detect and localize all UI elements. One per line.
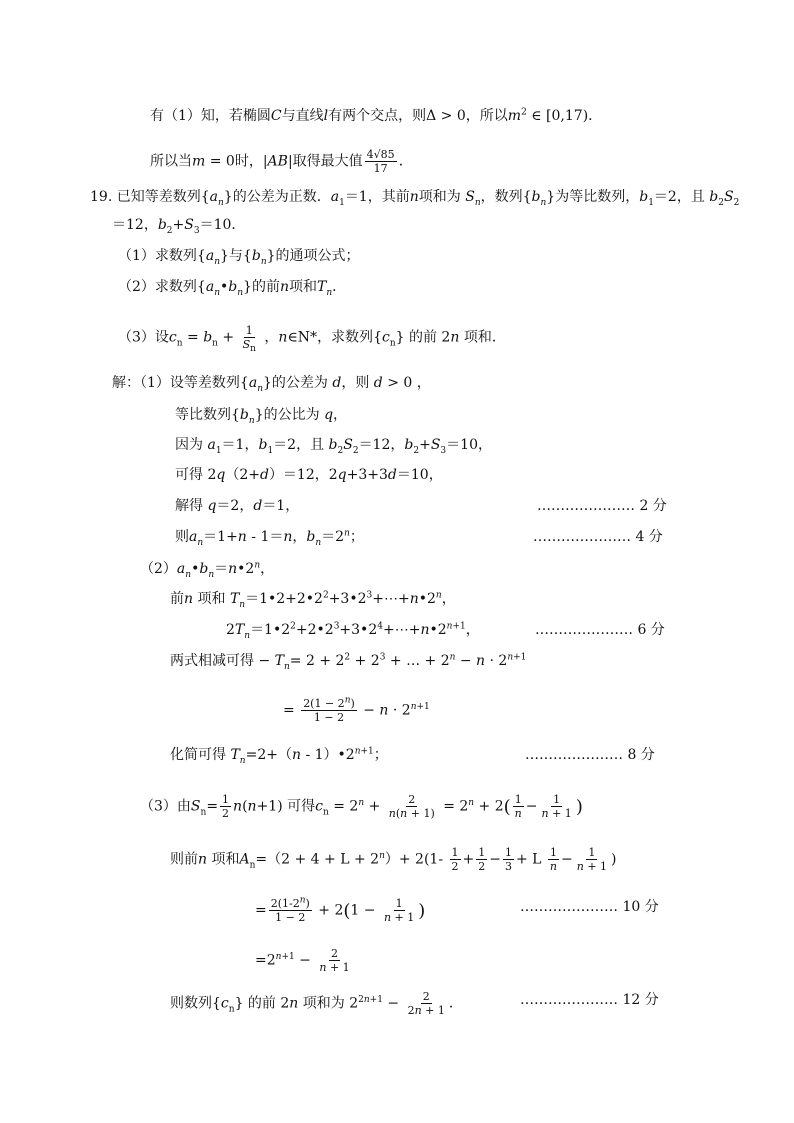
solution-3-line-3: = $\frac{2(1-2^n)}{1 - 2}$ + 2(1 − $\frac{1}{n + 1}$ ): [255, 895, 426, 924]
fraction-2-over-n: $\frac{2}{n(n + 1)}$: [388, 793, 435, 820]
solution-3-line-2: 则前n 项和$A_n=(2 + 4 + L + 2^n)+ 2(1-$ $\frac{1}{2}$ + $\frac{1}{2}$ − $\frac{1}{3}$ + L $\frac{1}{n}$ − $\frac{1}{n + 1}$ ): [170, 846, 617, 873]
solution-1-line-5: 解得 q＝2，d＝1，: [175, 498, 300, 514]
solution-2-line-1: $(2)a_n•b_n=n•2^n$，: [140, 560, 275, 580]
part-2: （2）求数列$\{a_n•b_n\}$的前n项和$T_n$．: [118, 279, 347, 298]
solution-1-line-2: 等比数列$\{b_n\}$的公比为 q，: [175, 407, 348, 426]
fraction-h: $\frac{2}{n + 1}$: [319, 947, 350, 974]
solution-2-line-2: 前n 项和 $T_n=1•2+2•2^2+3•2^3+\cdots+n•2^n$，: [170, 590, 456, 610]
part-3: （3）设$c_n = b_n$ + $\frac{1}{S_n}$ ，n∈N*，求数列$\{c_n\}$ 的前 2n 项和．: [118, 324, 506, 355]
solution-3-line-4: $=2^{n+1}$ − $\frac{2}{n + 1}$: [255, 947, 350, 974]
solution-1-line-6: 则$a_n=1+n - 1=n$，$b_n=2^n$；: [175, 528, 364, 548]
fraction-1-over-n: $\frac{1}{n}$: [514, 793, 522, 820]
fraction-max: $\frac{4√85}{17}$: [366, 148, 395, 175]
fraction-i: $\frac{2}{2n + 1}$: [407, 990, 445, 1017]
score-4: ………………… 4 分: [533, 529, 663, 545]
score-8: ………………… 8 分: [525, 747, 655, 763]
text-line-2: 所以当m = 0时，|AB|取得最大值 $\frac{4√85}{17}$ ．: [150, 148, 413, 175]
text-line-1: 有（1）知，若椭圆C与直线l有两个交点，则Δ > 0，所以$m^2$ ∈ [0,17)．: [150, 107, 603, 124]
score-6: ………………… 6 分: [535, 622, 665, 638]
solution-1-line-1: 解：（1）设等差数列$\{a_n\}$的公差为 d，则 d > 0 ，: [112, 375, 431, 394]
fraction-c: $\frac{1}{3}$: [504, 846, 512, 873]
score-2: ………………… 2 分: [537, 498, 667, 514]
solution-2-line-6: 化简可得 $T_n=2+(n$ - $1)•2^{n+1}$；: [170, 746, 388, 766]
solution-2-line-3: $2T_n=1•2^2+2•2^3+3•2^4+\cdots+n•2^{n+1}$，: [226, 621, 480, 641]
part-1: （1）求数列$\{a_n\}$与$\{b_n\}$的通项公式；: [118, 248, 360, 267]
fraction-e: $\frac{1}{n + 1}$: [576, 846, 608, 873]
solution-3-line-1: （3）由$S_n=$ $\frac{1}{2}$ n(n+1) 可得$c_n = 2^n$ + $\frac{2}{n(n + 1)}$ = $2^n + 2$( $\frac{1}{n}$ − $\frac{1}{n + 1}$ ): [140, 793, 583, 820]
fraction-geometric-sum: $\frac{2(1 - 2^n)}{1 - 2}$: [303, 695, 355, 724]
question-19-line-2: ＝12，$b_2+S_3=10$．: [112, 217, 246, 236]
solution-2-line-5: = $\frac{2(1 - 2^n)}{1 - 2}$ − $n \cdot 2^{n+1}$: [283, 695, 430, 724]
score-10: ………………… 10 分: [520, 899, 659, 915]
fraction-half: $\frac{1}{2}$: [222, 793, 230, 820]
fraction-d: $\frac{1}{n}$: [549, 846, 557, 873]
solution-1-line-4: 可得 2q（2+d）＝12，2q+3+3d＝10，: [175, 467, 443, 483]
fraction-b: $\frac{1}{2}$: [478, 846, 486, 873]
fraction-g: $\frac{1}{n + 1}$: [383, 897, 415, 924]
question-19-line-1: 19. 已知等差数列$\{a_n\}$的公差为正数．$a_1=1$，其前n项和为 $S_n$，数列$\{b_n\}$为等比数列，$b_1=2$，且 $b_2S_2$: [90, 189, 740, 208]
fraction-1-over-n1: $\frac{1}{n + 1}$: [541, 793, 572, 820]
solution-3-line-5: 则数列$\{c_n\}$ 的前 2n 项和为 $2^{2n+1}$ − $\frac{2}{2n + 1}$ ．: [170, 990, 463, 1017]
fraction-a: $\frac{1}{2}$: [451, 846, 459, 873]
solution-2-line-4: 两式相减可得 − $T_n= 2 + 2^2 + 2^3$ + … + $2^n - n \cdot 2^{n+1}$: [170, 652, 527, 672]
score-12: ………………… 12 分: [520, 992, 659, 1008]
fraction-f: $\frac{2(1-2^n)}{1 - 2}$: [270, 895, 310, 924]
solution-1-line-3: 因为 $a_1=1$，$b_1=2$，且 $b_2S_2=12$，$b_2+S_3=10$，: [175, 437, 492, 456]
fraction-1-over-sn: $\frac{1}{S_n}$: [242, 324, 256, 355]
